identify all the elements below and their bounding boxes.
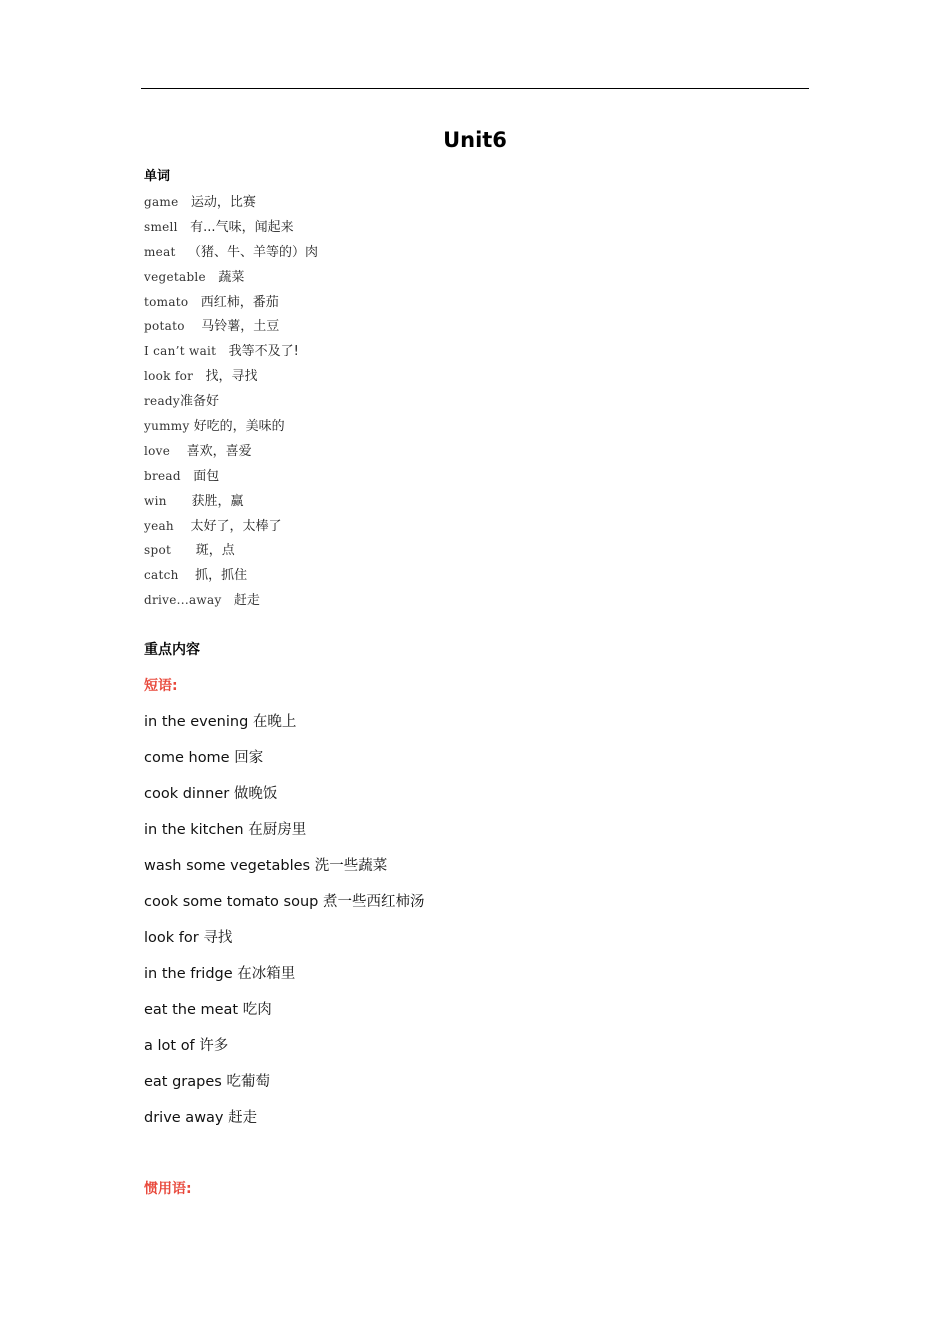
vocab-item (144, 441, 318, 466)
vocab-word: ready (144, 394, 180, 409)
vocab-gap (216, 344, 228, 358)
page-title: Unit6 (443, 128, 507, 152)
vocab-item (144, 341, 318, 366)
vocab-item (144, 540, 318, 565)
idioms-heading: 惯用语: (144, 1181, 192, 1197)
vocab-item (144, 366, 318, 391)
phrase-item: in the fridge 在冰箱里 (144, 966, 296, 982)
vocab-item (144, 491, 318, 516)
vocab-gap (181, 469, 193, 483)
vocab-meaning: 西红柿，番茄 (200, 294, 279, 310)
phrase-item: cook some tomato soup 煮一些西红柿汤 (144, 894, 425, 910)
vocab-gap (188, 295, 200, 309)
vocab-word: look for (144, 369, 194, 384)
phrase-item: a lot of 许多 (144, 1038, 229, 1054)
vocab-word: vegetable (144, 269, 206, 284)
vocab-word: yeah (144, 518, 174, 533)
phrase-item: in the evening 在晚上 (144, 714, 297, 730)
phrase-item: wash some vegetables 洗一些蔬菜 (144, 858, 388, 874)
vocab-gap (193, 369, 205, 383)
phrase-item: eat the meat 吃肉 (144, 1002, 272, 1018)
vocab-meaning: 准备好 (179, 394, 219, 410)
vocab-meaning: 太好了，太棒了 (190, 518, 282, 534)
vocab-gap (179, 195, 191, 209)
vocab-heading: 单词 (144, 169, 171, 184)
phrase-item: come home 回家 (144, 750, 264, 766)
vocab-gap (171, 543, 196, 557)
vocab-word: yummy (144, 419, 190, 434)
vocab-word: spot (144, 543, 172, 558)
vocab-word: smell (144, 219, 178, 234)
vocab-item (144, 217, 318, 242)
vocab-gap (178, 220, 190, 234)
vocab-meaning: 找，寻找 (205, 369, 258, 385)
vocab-item (144, 466, 318, 491)
phrase-item: drive away 赶走 (144, 1110, 258, 1126)
vocab-word: I can’t wait (144, 344, 217, 359)
vocab-gap (170, 444, 186, 458)
vocab-word: catch (144, 568, 179, 583)
vocab-meaning: 抓，抓住 (195, 568, 248, 584)
phrase-item: cook dinner 做晚饭 (144, 786, 278, 802)
vocab-gap (185, 319, 201, 333)
vocab-meaning: 蔬菜 (218, 269, 245, 285)
vocab-meaning: 喜欢，喜爱 (186, 443, 252, 459)
phrase-item: look for 寻找 (144, 930, 233, 946)
phrase-item: eat grapes 吃葡萄 (144, 1074, 270, 1090)
vocab-item (144, 242, 318, 267)
phrases-heading: 短语: (144, 678, 178, 694)
vocab-word: bread (144, 468, 181, 483)
vocab-word: win (144, 493, 167, 508)
vocab-word: tomato (144, 294, 189, 309)
vocab-meaning: （猪、牛、羊等的）肉 (188, 244, 319, 260)
vocab-item (144, 565, 318, 590)
vocab-item (144, 316, 318, 341)
vocab-word: love (144, 443, 171, 458)
vocab-gap (222, 593, 234, 607)
vocab-meaning: 运动，比赛 (190, 195, 256, 210)
vocab-meaning: 好吃的，美味的 (193, 419, 285, 435)
vocab-gap (179, 568, 195, 582)
vocab-item (144, 267, 318, 292)
header-rule (141, 88, 809, 89)
vocab-item (144, 516, 318, 541)
vocab-meaning: 面包 (193, 468, 220, 484)
phrase-item: in the kitchen 在厨房里 (144, 822, 307, 838)
vocab-gap (174, 519, 190, 533)
vocab-meaning: 获胜，赢 (191, 493, 244, 509)
vocab-gap (176, 245, 188, 259)
vocab-meaning: 赶走 (233, 593, 260, 609)
vocab-word: potato (144, 319, 185, 334)
vocab-meaning: 有...气味，闻起来 (190, 219, 294, 235)
vocab-item (144, 416, 318, 441)
vocab-meaning: 我等不及了! (228, 344, 299, 360)
vocab-gap (206, 270, 218, 284)
vocab-meaning: 马铃薯，土豆 (201, 319, 280, 335)
vocab-item (144, 391, 318, 416)
vocab-item (144, 292, 318, 317)
vocab-item (144, 590, 318, 615)
phrase-list (144, 711, 424, 1143)
vocab-meaning: 斑，点 (195, 543, 235, 559)
key-points-heading: 重点内容 (144, 642, 200, 658)
vocab-word: game (144, 195, 179, 209)
vocab-item (144, 192, 318, 217)
vocab-word: meat (144, 244, 176, 259)
vocab-list (144, 192, 318, 615)
vocab-word: drive...away (144, 593, 222, 608)
vocab-gap (167, 494, 192, 508)
